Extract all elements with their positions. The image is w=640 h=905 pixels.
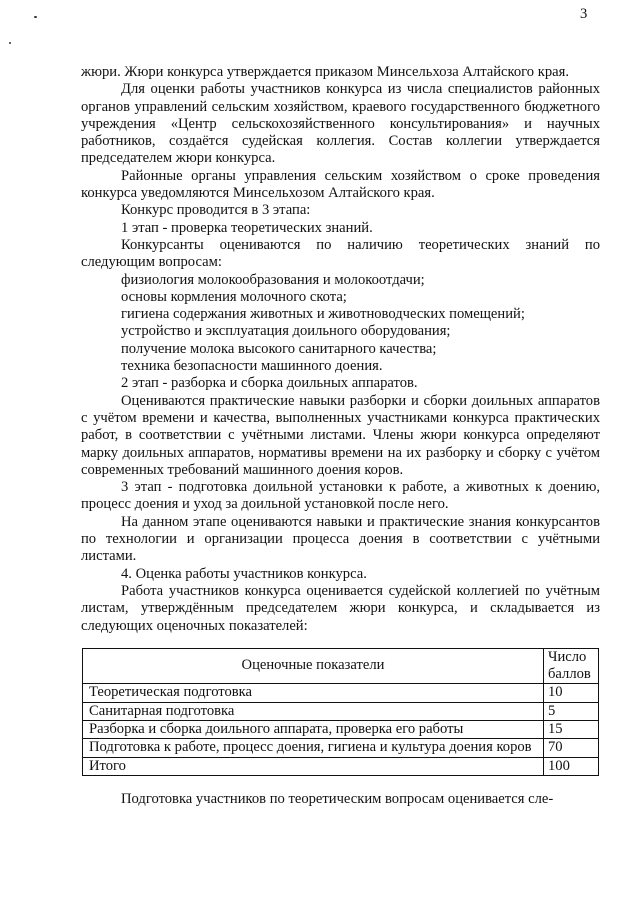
header-points: Число баллов bbox=[544, 648, 599, 684]
points-cell: 100 bbox=[544, 757, 599, 775]
points-cell: 70 bbox=[544, 739, 599, 757]
section-heading: 4. Оценка работы участников конкурса. bbox=[121, 565, 367, 582]
indicator-cell: Итого bbox=[83, 757, 544, 775]
paragraph: жюри. Жюри конкурса утверждается приказом Минсельхоза Алтайского края. bbox=[81, 64, 569, 80]
stage-heading: 1 этап - проверка теоретических знаний. bbox=[121, 219, 373, 236]
document-body bbox=[81, 64, 600, 808]
list-item: гигиена содержания животных и животноводческих помещений; bbox=[121, 306, 525, 323]
scoring-table bbox=[82, 648, 599, 776]
scan-speck bbox=[9, 42, 11, 44]
table-row bbox=[83, 684, 599, 702]
table-header-row bbox=[83, 648, 599, 684]
page-number: 3 bbox=[580, 6, 588, 22]
points-cell: 15 bbox=[544, 720, 599, 738]
table-row bbox=[83, 739, 599, 757]
list-item: основы кормления молочного скота; bbox=[121, 288, 347, 305]
scan-speck bbox=[34, 16, 37, 18]
paragraph: Для оценки работы участников конкурса из числа специалистов районных органов управлений сельским хозяйством, краевого государственного бюджетного учреждения «Центр сельскохозяйственного консультирования» и научных работников, создаётся судейская коллегия. Состав коллегии утверждается председателем жюри конкурса. bbox=[81, 81, 600, 167]
table-row-total bbox=[83, 757, 599, 775]
list-item: физиология молокообразования и молокоотдачи; bbox=[121, 271, 425, 288]
stage-heading: 3 этап - подготовка доильной установки к работе, а животных к доению, процесс доения и уход за доильной установкой после него. bbox=[81, 479, 600, 513]
stage-heading: 2 этап - разборка и сборка доильных аппаратов. bbox=[121, 375, 418, 392]
paragraph: Оцениваются практические навыки разборки и сборки доильных аппаратов с учётом времени и качества, выполненных участниками конкурса практических работ, в соответствии с учётными листами. Члены жюри конкурса определяют марку доильных аппаратов, нормативы времени на их разборку и сборку с учётом современных требований машинного доения коров. bbox=[81, 392, 600, 478]
table-row bbox=[83, 720, 599, 738]
header-indicator: Оценочные показатели bbox=[83, 648, 544, 684]
indicator-cell: Санитарная подготовка bbox=[83, 702, 544, 720]
paragraph: Работа участников конкурса оценивается судейской коллегией по учётным листам, утверждённым председателем жюри конкурса, и складывается из следующих оценочных показателей: bbox=[81, 582, 600, 634]
paragraph: Конкурсанты оцениваются по наличию теоретических знаний по следующим вопросам: bbox=[81, 236, 600, 271]
indicator-cell: Подготовка к работе, процесс доения, гигиена и культура доения коров bbox=[83, 739, 544, 757]
closing-paragraph: Подготовка участников по теоретическим вопросам оценивается сле- bbox=[121, 790, 554, 807]
indicator-cell: Теоретическая подготовка bbox=[83, 684, 544, 702]
points-cell: 5 bbox=[544, 702, 599, 720]
paragraph: На данном этапе оцениваются навыки и практические знания конкурсантов по технологии и организации процесса доения в соответствии с учётными листами. bbox=[81, 513, 600, 565]
list-item: устройство и эксплуатация доильного оборудования; bbox=[121, 323, 451, 340]
paragraph: Конкурс проводится в 3 этапа: bbox=[121, 202, 311, 219]
indicator-cell: Разборка и сборка доильного аппарата, проверка его работы bbox=[83, 720, 544, 738]
table-row bbox=[83, 702, 599, 720]
list-item: получение молока высокого санитарного качества; bbox=[121, 340, 437, 357]
paragraph: Районные органы управления сельским хозяйством о сроке проведения конкурса уведомляются Минсельхозом Алтайского края. bbox=[81, 167, 600, 202]
list-item: техника безопасности машинного доения. bbox=[121, 358, 383, 375]
points-cell: 10 bbox=[544, 684, 599, 702]
